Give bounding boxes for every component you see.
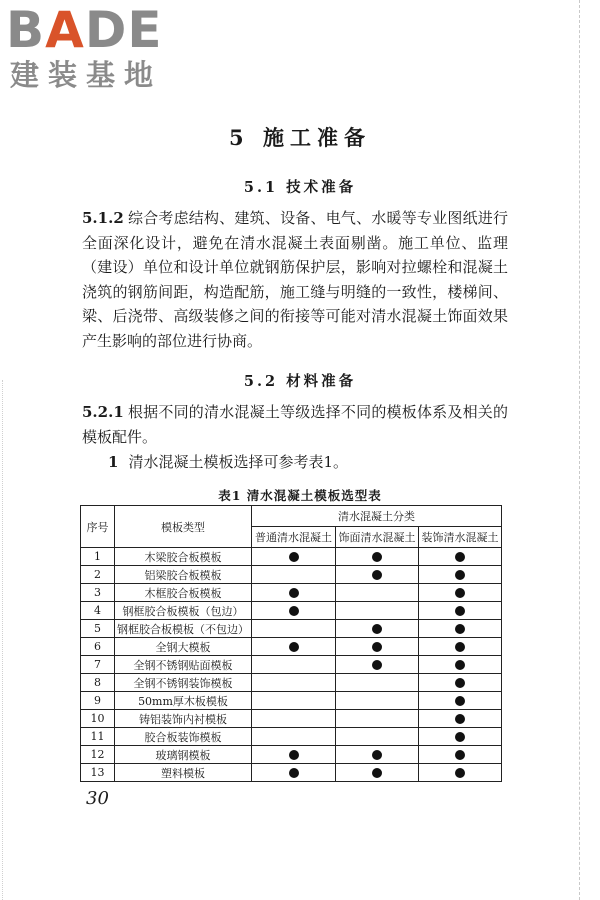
header-group: 清水混凝土分类 <box>252 506 502 527</box>
row-number: 2 <box>81 566 115 584</box>
clause-number: 5.2.1 <box>82 403 124 421</box>
table-row <box>81 638 502 656</box>
mark-cell <box>252 638 336 656</box>
item-text: 清水混凝土模板选择可参考表1。 <box>128 453 348 471</box>
mark-cell <box>419 638 502 656</box>
mark-cell <box>336 548 419 566</box>
mark-cell <box>252 584 336 602</box>
mark-cell <box>252 566 336 584</box>
mark-cell <box>336 674 419 692</box>
row-formwork-type: 50mm厚木板模板 <box>115 692 252 710</box>
table-row <box>81 566 502 584</box>
mark-cell <box>419 548 502 566</box>
row-formwork-type: 铝梁胶合板模板 <box>115 566 252 584</box>
applicable-dot <box>372 750 382 760</box>
mark-cell <box>336 584 419 602</box>
clause-5-2-1 <box>82 400 508 449</box>
logo-wordmark: BADE <box>6 1 163 59</box>
mark-cell <box>252 548 336 566</box>
row-formwork-type: 玻璃钢模板 <box>115 746 252 764</box>
applicable-dot <box>455 552 465 562</box>
section-heading-5-2: 5.2 材料准备 <box>243 373 357 390</box>
row-number: 7 <box>81 656 115 674</box>
row-formwork-type: 铸铝装饰内衬模板 <box>115 710 252 728</box>
applicable-dot <box>455 588 465 598</box>
table-row <box>81 674 502 692</box>
applicable-dot <box>455 714 465 724</box>
applicable-dot <box>289 606 299 616</box>
table-row <box>81 692 502 710</box>
table-row <box>81 728 502 746</box>
section-heading-5-1: 5.1 技术准备 <box>243 179 357 196</box>
mark-cell <box>336 620 419 638</box>
mark-cell <box>419 710 502 728</box>
mark-cell <box>252 602 336 620</box>
table-caption: 表1 清水混凝土模板选型表 <box>218 488 382 503</box>
header-col-decorative: 装饰清水混凝土 <box>419 527 502 548</box>
applicable-dot <box>372 552 382 562</box>
applicable-dot <box>289 642 299 652</box>
mark-cell <box>419 566 502 584</box>
chapter-title: 5 施工准备 <box>229 125 371 150</box>
row-number: 4 <box>81 602 115 620</box>
table-row <box>81 548 502 566</box>
applicable-dot <box>455 606 465 616</box>
mark-cell <box>419 656 502 674</box>
mark-cell <box>419 764 502 782</box>
row-formwork-type: 木梁胶合板模板 <box>115 548 252 566</box>
table-body <box>81 548 502 782</box>
item-number: 1 <box>108 453 119 471</box>
applicable-dot <box>455 696 465 706</box>
header-col-ordinary: 普通清水混凝土 <box>252 527 336 548</box>
applicable-dot <box>455 570 465 580</box>
table-row <box>81 764 502 782</box>
row-number: 12 <box>81 746 115 764</box>
row-number: 13 <box>81 764 115 782</box>
applicable-dot <box>455 732 465 742</box>
row-number: 8 <box>81 674 115 692</box>
applicable-dot <box>372 768 382 778</box>
row-number: 10 <box>81 710 115 728</box>
row-formwork-type: 全钢不锈钢贴面模板 <box>115 656 252 674</box>
row-number: 9 <box>81 692 115 710</box>
applicable-dot <box>455 768 465 778</box>
applicable-dot <box>289 768 299 778</box>
applicable-dot <box>372 624 382 634</box>
row-number: 11 <box>81 728 115 746</box>
mark-cell <box>252 692 336 710</box>
mark-cell <box>419 620 502 638</box>
list-item-1 <box>108 450 348 474</box>
applicable-dot <box>372 642 382 652</box>
mark-cell <box>336 638 419 656</box>
clause-text: 根据不同的清水混凝土等级选择不同的模板体系及相关的模板配件。 <box>82 403 508 446</box>
mark-cell <box>336 656 419 674</box>
clause-text: 综合考虑结构、建筑、设备、电气、水暖等专业图纸进行全面深化设计，避免在清水混凝土表面剔凿。施工单位、监理（建设）单位和设计单位就钢筋保护层，影响对拉螺栓和混凝土浇筑的钢筋间距，构造配筋，施工缝与明缝的一致性，楼梯间、梁、后浇带、高级装修之间的衔接等可能对清水混凝土饰面效果产生影响的部位进行协商。 <box>82 209 508 350</box>
row-formwork-type: 钢框胶合板模板（不包边） <box>115 620 252 638</box>
mark-cell <box>336 602 419 620</box>
formwork-selection-table <box>80 505 502 782</box>
row-formwork-type: 钢框胶合板模板（包边） <box>115 602 252 620</box>
header-no: 序号 <box>81 506 115 548</box>
mark-cell <box>419 674 502 692</box>
mark-cell <box>336 728 419 746</box>
applicable-dot <box>455 624 465 634</box>
row-number: 6 <box>81 638 115 656</box>
applicable-dot <box>289 750 299 760</box>
table-row <box>81 620 502 638</box>
mark-cell <box>252 656 336 674</box>
row-formwork-type: 胶合板装饰模板 <box>115 728 252 746</box>
row-number: 3 <box>81 584 115 602</box>
mark-cell <box>336 746 419 764</box>
header-col-facing: 饰面清水混凝土 <box>336 527 419 548</box>
mark-cell <box>252 620 336 638</box>
row-formwork-type: 木框胶合板模板 <box>115 584 252 602</box>
mark-cell <box>336 566 419 584</box>
row-number: 5 <box>81 620 115 638</box>
mark-cell <box>252 674 336 692</box>
applicable-dot <box>455 678 465 688</box>
page-number: 30 <box>86 788 109 809</box>
row-formwork-type: 全钢不锈钢装饰模板 <box>115 674 252 692</box>
mark-cell <box>252 764 336 782</box>
table-row <box>81 656 502 674</box>
applicable-dot <box>455 660 465 670</box>
row-formwork-type: 全钢大模板 <box>115 638 252 656</box>
mark-cell <box>419 728 502 746</box>
clause-5-1-2 <box>82 206 508 354</box>
applicable-dot <box>289 588 299 598</box>
applicable-dot <box>372 660 382 670</box>
applicable-dot <box>455 750 465 760</box>
row-number: 1 <box>81 548 115 566</box>
mark-cell <box>336 710 419 728</box>
mark-cell <box>419 746 502 764</box>
mark-cell <box>336 764 419 782</box>
applicable-dot <box>289 552 299 562</box>
mark-cell <box>252 746 336 764</box>
table-row <box>81 602 502 620</box>
brand-logo <box>6 1 176 96</box>
applicable-dot <box>372 570 382 580</box>
page-edge-left <box>2 380 4 900</box>
row-formwork-type: 塑料模板 <box>115 764 252 782</box>
clause-number: 5.1.2 <box>82 209 124 227</box>
logo-subtitle: 建装基地 <box>10 58 163 92</box>
table-row <box>81 584 502 602</box>
mark-cell <box>419 602 502 620</box>
applicable-dot <box>455 642 465 652</box>
mark-cell <box>419 584 502 602</box>
mark-cell <box>419 692 502 710</box>
mark-cell <box>252 728 336 746</box>
header-type: 模板类型 <box>115 506 252 548</box>
table-row <box>81 710 502 728</box>
table-row <box>81 746 502 764</box>
mark-cell <box>252 710 336 728</box>
mark-cell <box>336 692 419 710</box>
